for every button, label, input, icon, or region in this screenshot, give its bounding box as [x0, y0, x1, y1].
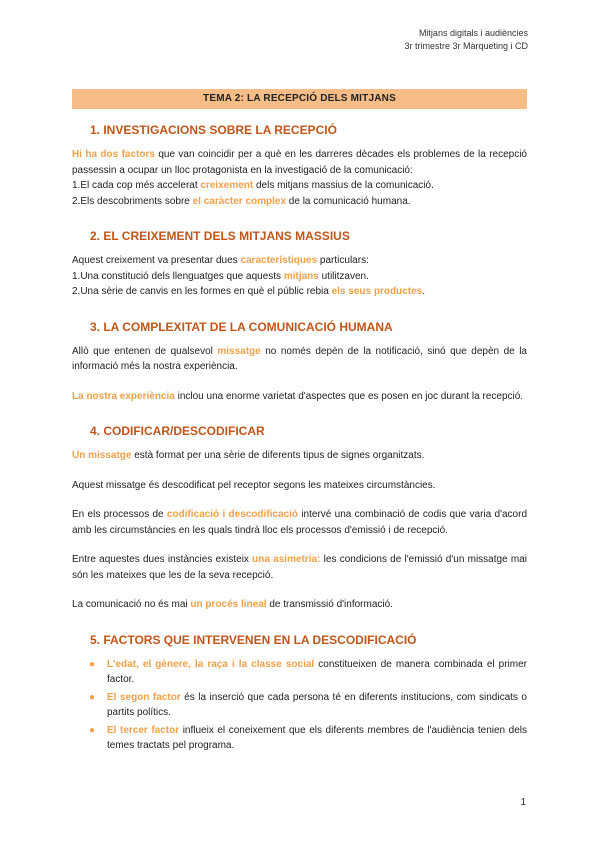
- section-2-paragraph: Aquest creixement va presentar dues característiques particulars:: [72, 255, 369, 266]
- highlight: característiques: [240, 255, 318, 266]
- section-4-paragraph-1: Un missatge està format per una sèrie de diferents tipus de signes organitzats.: [72, 450, 425, 461]
- bullet-icon: ●: [89, 724, 96, 736]
- highlight: Un missatge: [72, 450, 132, 461]
- header-term: 3r trimestre 3r Màrqueting i CD: [404, 41, 528, 51]
- highlight: El segon factor: [107, 691, 181, 703]
- highlight: mitjans: [283, 270, 319, 282]
- highlight: missatge: [217, 345, 261, 357]
- section-4-heading: 4. CODIFICAR/DESCODIFICAR: [90, 424, 265, 438]
- section-4-paragraph-3: En els processos de codificació i descodificació intervé una combinació de codis que varia d'acord amb les circumstàncies en les quals tindrà lloc els processos d'emissió i de recepció.: [72, 509, 528, 536]
- highlight: codificació i descodificació: [166, 509, 299, 520]
- bullet-icon: ●: [89, 658, 96, 670]
- list-item: ● El segon factor és la inserció que cada persona té en diferents institucions, com sindicats o partits polítics.: [89, 691, 527, 718]
- section-1-item-2: 2.Els descobriments sobre el caràcter complex de la comunicació humana.: [72, 195, 411, 207]
- section-3-paragraph-2: La nostra experiència inclou una enorme varietat d'aspectes que es posen en joc durant la recepció.: [72, 390, 524, 402]
- section-2-item-1: 1.Una constitució dels llenguatges que aquests mitjans utilitzaven.: [72, 270, 369, 282]
- section-1-paragraph: Hi ha dos factors que van coincidir per a què en les darreres dècades els problemes de la recepció passessin a ocupar un lloc protagonista en la investigació de la comunicació:: [72, 149, 527, 176]
- factors-list: [72, 657, 527, 754]
- highlight: Hi ha dos factors: [72, 149, 155, 160]
- header-course: Mitjans digitals i audiències: [418, 28, 528, 38]
- section-2-heading: 2. EL CREIXEMENT DELS MITJANS MASSIUS: [90, 229, 350, 243]
- section-1-item-1: 1.El cada cop més accelerat creixement dels mitjans massius de la comunicació.: [72, 180, 434, 191]
- document-body: [72, 122, 527, 756]
- highlight: L'edat, el gènere, la raça i la classe social: [107, 658, 315, 670]
- highlight: una asimetria:: [252, 554, 321, 565]
- topic-banner: TEMA 2: LA RECEPCIÓ DELS MITJANS: [72, 89, 527, 109]
- highlight: El tercer factor: [107, 724, 180, 736]
- section-4-paragraph-5: La comunicació no és mai un procés lineal de transmissió d'informació.: [72, 599, 393, 610]
- highlight: un procés lineal: [190, 599, 267, 610]
- list-item: ● El tercer factor influeix el coneixement que els diferents membres de l'audiència tenien dels temes tractats pel programa.: [89, 724, 527, 751]
- page-number: 1: [520, 797, 526, 808]
- section-1-heading: 1. INVESTIGACIONS SOBRE LA RECEPCIÓ: [90, 123, 337, 137]
- section-4-paragraph-4: Entre aquestes dues instàncies existeix una asimetria: les condicions de l'emissió d'un missatge mai són les mateixes que les de la seva recepció.: [72, 554, 527, 581]
- highlight: el caràcter complex: [192, 195, 287, 207]
- highlight: creixement: [200, 180, 254, 191]
- highlight: els seus productes: [331, 286, 423, 297]
- page-header: [404, 27, 528, 53]
- highlight: La nostra experiència: [72, 390, 175, 402]
- section-3-paragraph-1: Allò que entenen de qualsevol missatge no només depèn de la notificació, sinó que depèn de la informació més la nostra experiència.: [72, 345, 527, 372]
- bullet-icon: ●: [89, 691, 96, 703]
- section-2-item-2: 2.Una sèrie de canvis en les formes en què el públic rebia els seus productes.: [72, 286, 425, 297]
- section-3-heading: 3. LA COMPLEXITAT DE LA COMUNICACIÓ HUMANA: [90, 319, 393, 334]
- section-5-heading: 5. FACTORS QUE INTERVENEN EN LA DESCODIFICACIÓ: [90, 632, 417, 647]
- section-4-paragraph-2: Aquest missatge és descodificat pel receptor segons les mateixes circumstàncies.: [72, 479, 436, 491]
- list-item: ● L'edat, el gènere, la raça i la classe social constitueixen de manera combinada el primer factor.: [89, 658, 528, 685]
